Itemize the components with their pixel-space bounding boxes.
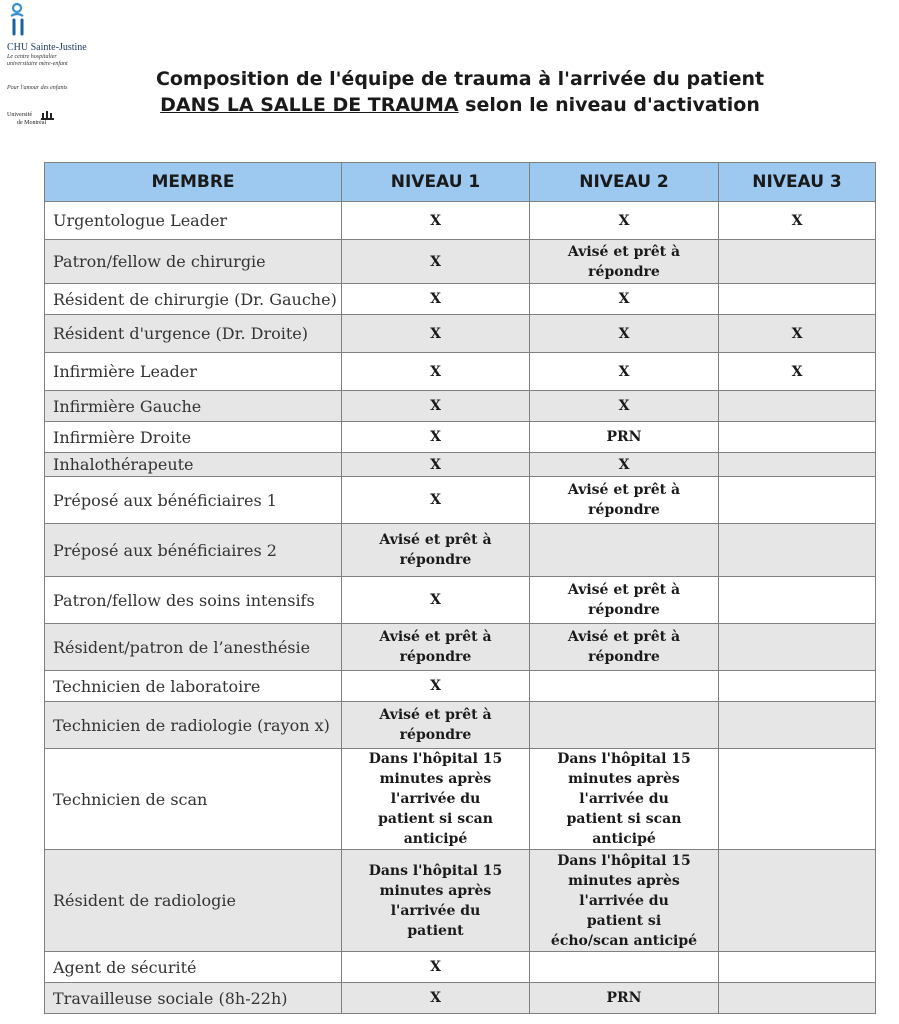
niveau-3-cell [719, 850, 876, 952]
member-name-cell: Agent de sécurité [45, 952, 342, 983]
member-name-cell: Préposé aux bénéficiaires 2 [45, 524, 342, 577]
logo-name: CHU Sainte-Justine [7, 42, 87, 53]
table-row [45, 284, 876, 315]
university-logo [7, 110, 67, 130]
niveau-3-cell: X [719, 202, 876, 240]
table-row [45, 524, 876, 577]
niveau-1-cell: Avisé et prêt à répondre [342, 624, 530, 671]
niveau-1-cell: X [342, 671, 530, 702]
chu-figure-icon [7, 2, 35, 38]
niveau-3-cell [719, 952, 876, 983]
niveau-2-cell: PRN [530, 422, 719, 453]
member-name-cell: Technicien de laboratoire [45, 671, 342, 702]
niveau-2-cell: Dans l'hôpital 15 minutes après l'arrivée du patient si écho/scan anticipé [530, 850, 719, 952]
niveau-3-cell [719, 671, 876, 702]
niveau-2-cell: Avisé et prêt à répondre [530, 240, 719, 284]
niveau-1-cell: Avisé et prêt à répondre [342, 524, 530, 577]
title-emphasis: DANS LA SALLE DE TRAUMA [160, 94, 459, 116]
niveau-2-cell [530, 524, 719, 577]
document-title [140, 66, 780, 118]
trauma-team-table [44, 162, 876, 1014]
niveau-2-cell: X [530, 453, 719, 477]
member-name-cell: Résident de chirurgie (Dr. Gauche) [45, 284, 342, 315]
niveau-1-cell: Avisé et prêt à répondre [342, 702, 530, 749]
niveau-3-cell [719, 422, 876, 453]
niveau-3-cell [719, 477, 876, 524]
table-row [45, 315, 876, 353]
university-city: de Montréal [17, 120, 47, 126]
niveau-1-cell: X [342, 202, 530, 240]
table-row [45, 422, 876, 453]
niveau-2-cell [530, 952, 719, 983]
niveau-1-cell: X [342, 391, 530, 422]
niveau-2-cell: Avisé et prêt à répondre [530, 577, 719, 624]
niveau-1-cell: X [342, 315, 530, 353]
table-row [45, 477, 876, 524]
table-row [45, 453, 876, 477]
table-row [45, 391, 876, 422]
niveau-3-cell [719, 524, 876, 577]
niveau-2-cell: X [530, 202, 719, 240]
member-name-cell: Résident de radiologie [45, 850, 342, 952]
header-niveau-2: NIVEAU 2 [530, 163, 719, 202]
niveau-1-cell: X [342, 284, 530, 315]
table-row [45, 577, 876, 624]
niveau-2-cell [530, 671, 719, 702]
member-name-cell: Infirmière Droite [45, 422, 342, 453]
table-row [45, 749, 876, 850]
niveau-2-cell: Avisé et prêt à répondre [530, 624, 719, 671]
member-name-cell: Résident d'urgence (Dr. Droite) [45, 315, 342, 353]
niveau-3-cell [719, 577, 876, 624]
member-name-cell: Infirmière Leader [45, 353, 342, 391]
niveau-2-cell: X [530, 315, 719, 353]
niveau-3-cell [719, 983, 876, 1014]
niveau-1-cell: Dans l'hôpital 15 minutes après l'arrivée du patient si scan anticipé [342, 749, 530, 850]
university-name: Université [7, 112, 32, 118]
member-name-cell: Patron/fellow des soins intensifs [45, 577, 342, 624]
member-name-cell: Inhalothérapeute [45, 453, 342, 477]
niveau-1-cell: X [342, 240, 530, 284]
table-header-row [45, 163, 876, 202]
member-name-cell: Résident/patron de l’anesthésie [45, 624, 342, 671]
niveau-2-cell: X [530, 353, 719, 391]
member-name-cell: Urgentologue Leader [45, 202, 342, 240]
member-name-cell: Technicien de radiologie (rayon x) [45, 702, 342, 749]
niveau-2-cell: X [530, 284, 719, 315]
table-row [45, 240, 876, 284]
member-name-cell: Technicien de scan [45, 749, 342, 850]
niveau-1-cell: X [342, 983, 530, 1014]
niveau-3-cell: X [719, 353, 876, 391]
table-row [45, 202, 876, 240]
table-row [45, 983, 876, 1014]
header-membre: MEMBRE [45, 163, 342, 202]
member-name-cell: Préposé aux bénéficiaires 1 [45, 477, 342, 524]
niveau-1-cell: X [342, 477, 530, 524]
niveau-1-cell: X [342, 422, 530, 453]
niveau-1-cell: Dans l'hôpital 15 minutes après l'arrivée du patient [342, 850, 530, 952]
niveau-3-cell [719, 624, 876, 671]
niveau-1-cell: X [342, 952, 530, 983]
niveau-3-cell [719, 391, 876, 422]
member-name-cell: Patron/fellow de chirurgie [45, 240, 342, 284]
member-name-cell: Infirmière Gauche [45, 391, 342, 422]
niveau-3-cell [719, 749, 876, 850]
niveau-3-cell [719, 453, 876, 477]
udem-building-icon [41, 110, 55, 120]
title-line-1: Composition de l'équipe de trauma à l'arrivée du patient [155, 68, 765, 90]
niveau-2-cell: X [530, 391, 719, 422]
title-line-2-rest: selon le niveau d'activation [458, 94, 760, 116]
niveau-2-cell [530, 702, 719, 749]
niveau-2-cell: Dans l'hôpital 15 minutes après l'arrivée du patient si scan anticipé [530, 749, 719, 850]
table-row [45, 952, 876, 983]
niveau-3-cell [719, 284, 876, 315]
niveau-1-cell: X [342, 453, 530, 477]
table-row [45, 353, 876, 391]
niveau-1-cell: X [342, 353, 530, 391]
table-row [45, 702, 876, 749]
logo-subtitle: Le centre hospitalier [7, 54, 57, 60]
niveau-3-cell [719, 240, 876, 284]
member-name-cell: Travailleuse sociale (8h-22h) [45, 983, 342, 1014]
niveau-3-cell: X [719, 315, 876, 353]
logo-tagline: Pour l'amour des enfants [7, 85, 68, 91]
logo-subtitle-2: universitaire mère-enfant [7, 61, 68, 67]
niveau-2-cell: PRN [530, 983, 719, 1014]
table-row [45, 624, 876, 671]
table-row [45, 671, 876, 702]
table-row [45, 850, 876, 952]
niveau-2-cell: Avisé et prêt à répondre [530, 477, 719, 524]
header-niveau-3: NIVEAU 3 [719, 163, 876, 202]
niveau-1-cell: X [342, 577, 530, 624]
header-niveau-1: NIVEAU 1 [342, 163, 530, 202]
title-line-2 [140, 92, 780, 118]
niveau-3-cell [719, 702, 876, 749]
